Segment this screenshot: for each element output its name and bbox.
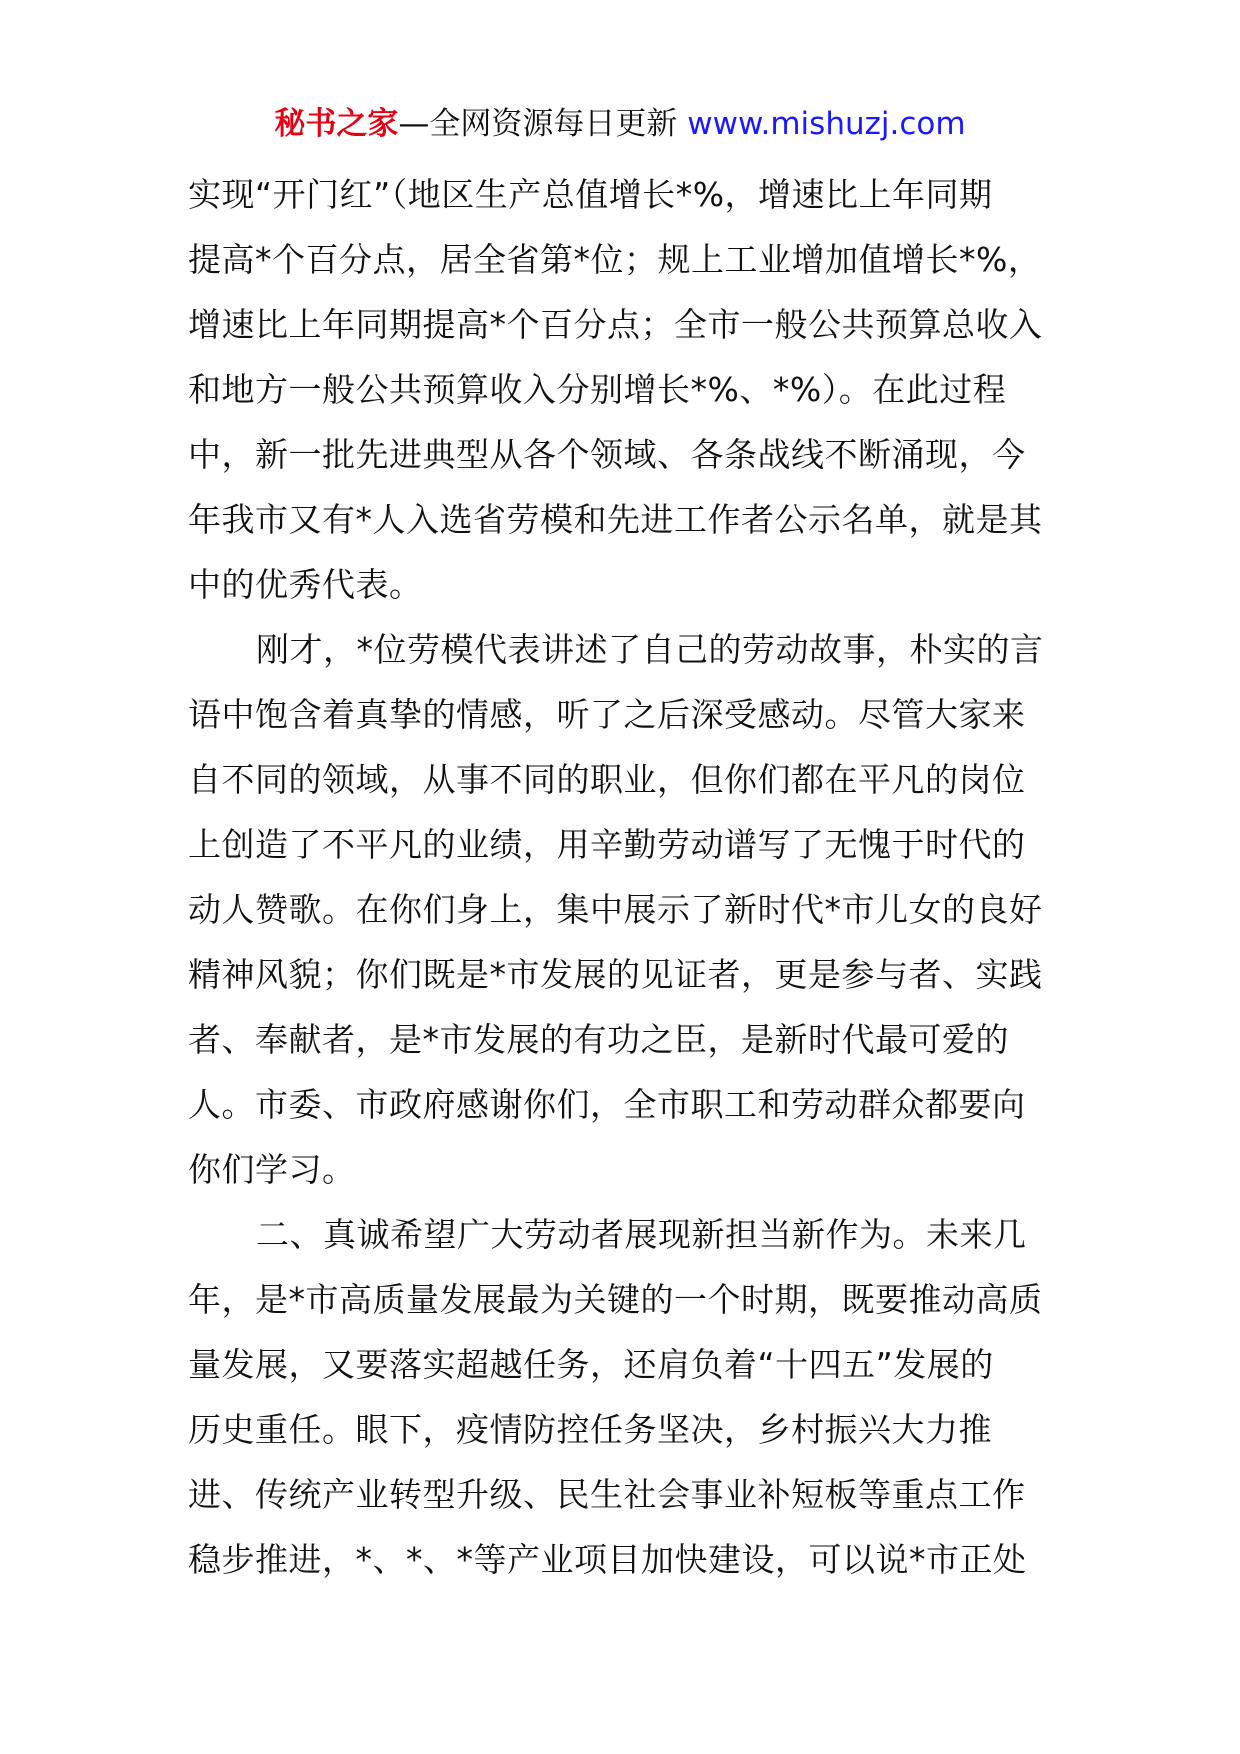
text-line: 年，是*市高质量发展最为关键的一个时期，既要推动高质 [188,1280,1043,1319]
text-line: 增速比上年同期提高*个百分点；全市一般公共预算总收入 [188,305,1043,344]
site-header [0,102,1240,146]
text-line: 和地方一般公共预算收入分别增长*%、*%）。在此过程 [188,370,1007,409]
text-line: 语中饱含着真挚的情感，听了之后深受感动。尽管大家来 [188,695,1026,734]
document-body [188,162,1058,1592]
brand-name: 秘书之家 [274,106,399,142]
text-line: 量发展，又要落实超越任务，还肩负着“十四五”发展的 [188,1345,994,1384]
text-line: 历史重任。眼下，疫情防控任务坚决，乡村振兴大力推 [188,1410,992,1449]
paragraph-first-line: 刚才，*位劳模代表讲述了自己的劳动故事，朴实的言 [256,630,1044,669]
text-line: 中的优秀代表。 [188,565,423,604]
text-line: 你们学习。 [188,1150,356,1189]
text-line: 年我市又有*人入选省劳模和先进工作者公示名单，就是其 [188,500,1043,539]
text-line: 者、奉献者，是*市发展的有功之臣，是新时代最可爱的 [188,1020,1009,1059]
text-line: 稳步推进，*、*、*等产业项目加快建设，可以说*市正处 [188,1540,1027,1579]
text-line: 提高*个百分点，居全省第*位；规上工业增加值增长*%， [188,240,1042,279]
text-line: 进、传统产业转型升级、民生社会事业补短板等重点工作 [188,1475,1026,1514]
text-line: 上创造了不平凡的业绩，用辛勤劳动谱写了无愧于时代的 [188,825,1026,864]
text-line: 动人赞歌。在你们身上，集中展示了新时代*市儿女的良好 [188,890,1043,929]
text-line: 中，新一批先进典型从各个领域、各条战线不断涌现，今 [188,435,1026,474]
text-line: 精神风貌；你们既是*市发展的见证者，更是参与者、实践 [188,955,1043,994]
text-line: 人。市委、市政府感谢你们，全市职工和劳动群众都要向 [188,1085,1026,1124]
site-slogan: —全网资源每日更新 [398,106,678,142]
section-heading-line: 二、真诚希望广大劳动者展现新担当新作为。未来几 [256,1215,1027,1254]
site-url-link[interactable]: www.mishuzj.com [687,106,966,142]
text-line: 自不同的领域，从事不同的职业，但你们都在平凡的岗位 [188,760,1026,799]
text-line: 实现“开门红”（地区生产总值增长*%，增速比上年同期 [188,175,993,214]
